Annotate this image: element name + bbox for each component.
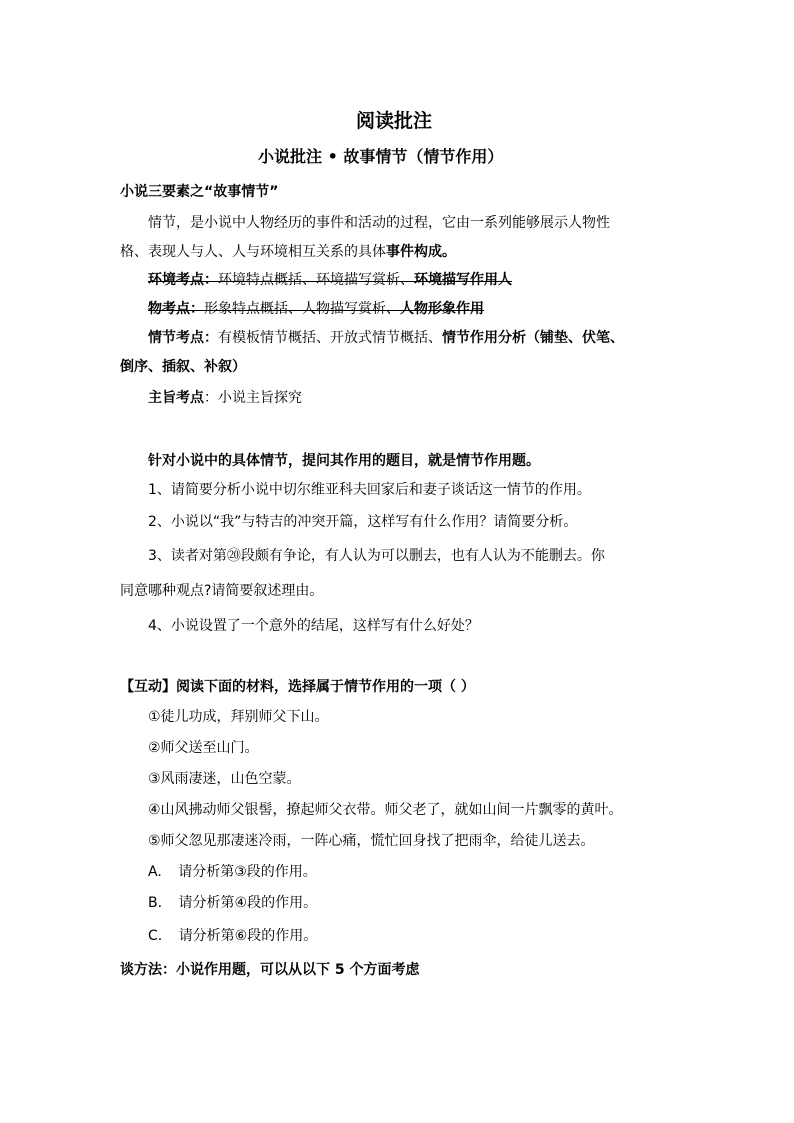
section-heading: 小说三要素之“故事情节” [120, 184, 279, 200]
page-title: 阅读批注 [356, 110, 433, 132]
material-item-1: ①徒儿功成，拜别师父下山。 [148, 709, 329, 725]
plot-point-bold: 情节作用分析（铺垫、伏笔、 [442, 330, 624, 346]
environment-point-label: 环境考点： [148, 272, 218, 288]
environment-point [148, 270, 512, 290]
question-1: 1、请简要分析小说中切尔维亚科夫回家后和妻子谈话这一情节的作用。 [148, 482, 591, 498]
option-a-letter: A. [148, 864, 162, 880]
intro-statement: 针对小说中的具体情节，提问其作用的题目，就是情节作用题。 [148, 453, 540, 469]
character-point-struck [148, 301, 484, 317]
character-point [148, 299, 484, 319]
method-heading: 谈方法：小说作用题，可以从以下 5 个方面考虑 [120, 962, 420, 978]
material-item-5: ⑤师父忽见那凄迷冷雨，一阵心痛，慌忙回身找了把雨伞，给徒儿送去。 [148, 833, 595, 849]
option-c [148, 926, 317, 946]
option-c-text: 请分析第⑥段的作用。 [178, 928, 318, 944]
environment-point-text: 环境特点概括、环境描写赏析、 [218, 272, 414, 288]
question-3-line-1: 3、读者对第⑳段颇有争论，有人认为可以删去，也有人认为不能删去。你 [148, 548, 605, 564]
definition-line-2 [120, 242, 456, 262]
option-c-letter: C. [148, 928, 163, 944]
interaction-heading: 【互动】阅读下面的材料，选择属于情节作用的一项（ ） [120, 679, 475, 695]
plot-point-label: 情节考点： [148, 330, 218, 346]
material-item-3: ③风雨凄迷，山色空蒙。 [148, 771, 301, 787]
environment-point-bold: 环境描写作用人 [414, 272, 512, 288]
option-a [148, 862, 317, 882]
question-2: 2、小说以“我”与特吉的冲突开篇，这样写有什么作用？请简要分析。 [148, 514, 578, 530]
question-4: 4、小说设置了一个意外的结尾，这样写有什么好处？ [148, 618, 479, 634]
theme-point-text: ：小说主旨探究 [204, 390, 302, 406]
plot-point-text: 有模板情节概括、开放式情节概括、 [218, 330, 442, 346]
plot-point [148, 328, 624, 348]
environment-point-struck [148, 272, 512, 288]
definition-line-1: 情节，是小说中人物经历的事件和活动的过程，它由一系列能够展示人物性 [148, 215, 610, 231]
character-point-label: 物考点： [148, 301, 204, 317]
option-b-text: 请分析第④段的作用。 [178, 895, 318, 911]
definition-line-2-text: 格、表现人与人、人与环境相互关系的具体 [120, 244, 386, 260]
option-b-letter: B. [148, 895, 163, 911]
character-point-text: 形象特点概括、人物描写赏析、 [204, 301, 400, 317]
theme-point-label: 主旨考点 [148, 390, 204, 406]
question-3-line-2: 同意哪种观点?请简要叙述理由。 [120, 583, 324, 599]
definition-line-2-bold: 事件构成。 [386, 244, 456, 260]
option-b [148, 893, 317, 913]
theme-point [148, 388, 302, 408]
material-item-4: ④山风拂动师父银髻，撩起师父衣带。师父老了，就如山间一片飘零的黄叶。 [148, 802, 623, 818]
material-item-2: ②师父送至山门。 [148, 740, 259, 756]
plot-point-continued: 倒序、插叙、补叙） [120, 359, 246, 375]
option-a-text: 请分析第③段的作用。 [178, 864, 317, 880]
page-subtitle: 小说批注 • 故事情节（情节作用） [258, 147, 504, 166]
character-point-bold: 人物形象作用 [400, 301, 484, 317]
